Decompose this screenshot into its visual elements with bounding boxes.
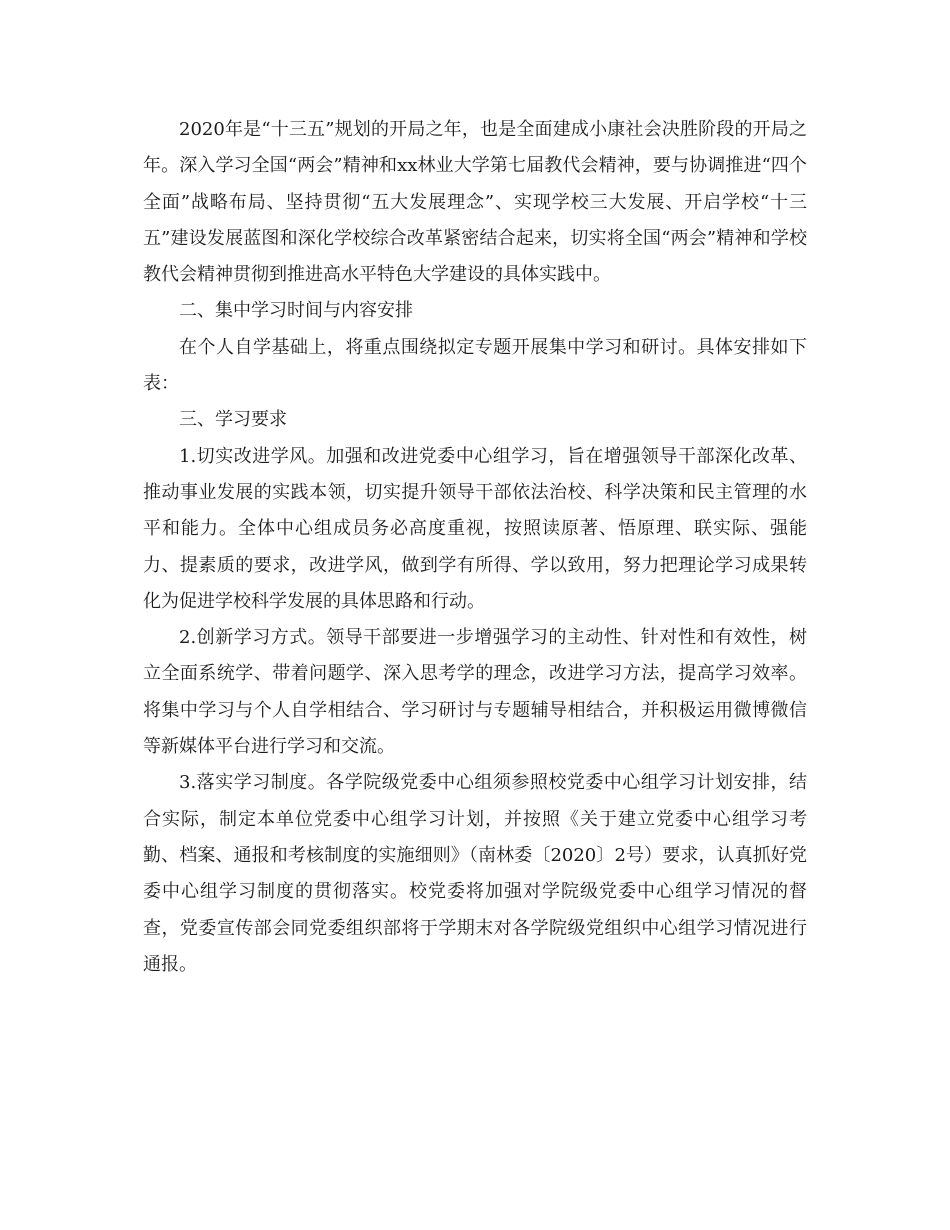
paragraph-requirement-2: 2.创新学习方式。领导干部要进一步增强学习的主动性、针对性和有效性，树立全面系统学、带着问题学、深入思考学的理念，改进学习方法，提高学习效率。将集中学习与个人自学相结合、学习研讨与专题辅导相结合，并积极运用微博微信等新媒体平台进行学习和交流。 [143, 627, 807, 758]
paragraph-requirement-3: 3.落实学习制度。各学院级党委中心组须参照校党委中心组学习计划安排，结合实际，制定本单位党委中心组学习计划，并按照《关于建立党委中心组学习考勤、档案、通报和考核制度的实施细则》（南林委〔2020〕2号）要求，认真抓好党委中心组学习制度的贯彻落实。校党委将加强对学院级党委中心组学习情况的督查，党委宣传部会同党委组织部将于学期末对各学院级党组织中心组学习情况进行通报。 [143, 772, 807, 975]
paragraph-requirement-1: 1.切实改进学风。加强和改进党委中心组学习，旨在增强领导干部深化改革、推动事业发展的实践本领，切实提升领导干部依法治校、科学决策和民主管理的水平和能力。全体中心组成员务必高度重视，按照读原著、悟原理、联实际、强能力、提素质的要求，改进学风，做到学有所得、学以致用，努力把理论学习成果转化为促进学校科学发展的具体思路和行动。 [143, 445, 807, 612]
paragraph-schedule: 在个人自学基础上，将重点围绕拟定专题开展集中学习和研讨。具体安排如下表： [143, 336, 807, 395]
document-body [143, 112, 807, 983]
paragraph-intro: 2020年是“十三五”规划的开局之年，也是全面建成小康社会决胜阶段的开局之年。深入学习全国“两会”精神和xx林业大学第七届教代会精神，要与协调推进“四个全面”战略布局、坚持贯彻“五大发展理念”、实现学校三大发展、开启学校“十三五”建设发展蓝图和深化学校综合改革紧密结合起来，切实将全国“两会”精神和学校教代会精神贯彻到推进高水平特色大学建设的具体实践中。 [143, 119, 807, 286]
section-heading-3: 三、学习要求 [179, 409, 287, 431]
section-heading-2: 二、集中学习时间与内容安排 [179, 300, 413, 322]
